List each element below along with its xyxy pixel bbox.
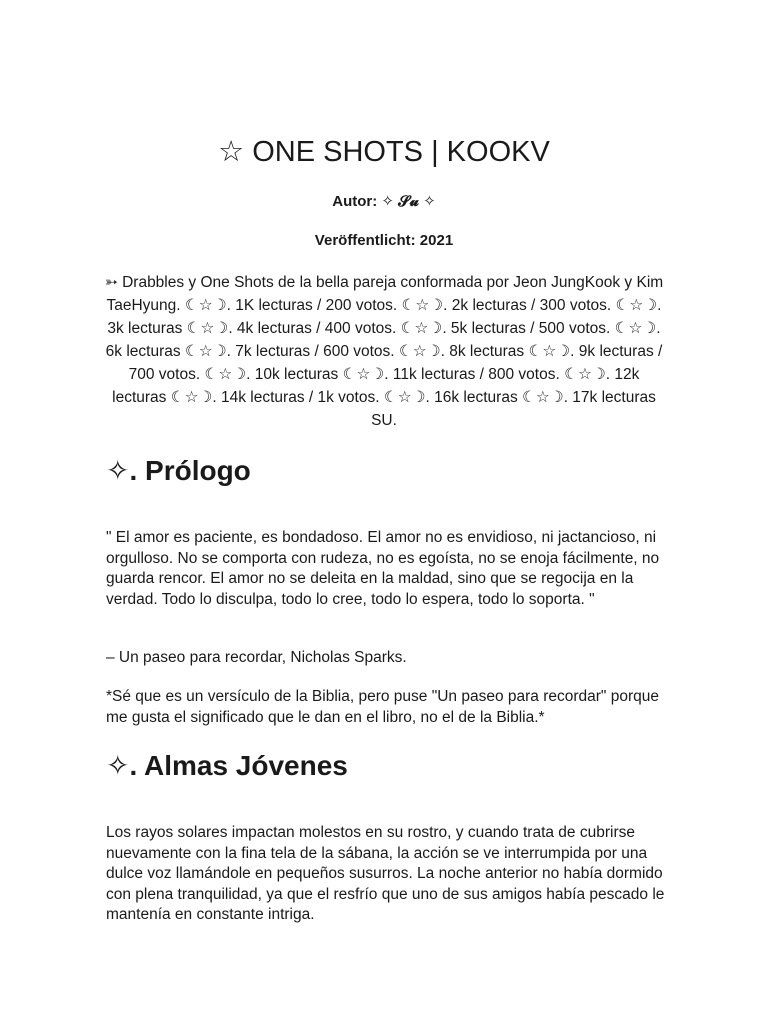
author-line: Autor: ✧ 𝓢𝓾 ✧ <box>332 193 436 210</box>
published-line: Veröffentlicht: 2021 <box>314 232 454 249</box>
section-heading-prologo: ✧. Prólogo <box>106 455 251 486</box>
document-title: ☆ ONE SHOTS | KOOKV <box>218 136 550 168</box>
prologo-attribution: – Un paseo para recordar, Nicholas Sparks. <box>106 649 407 666</box>
summary-paragraph: ➳ Drabbles y One Shots de la bella pareja conformada por Jeon JungKook y Kim TaeHyung. ☾☆☽. 1K lecturas / 200 votos. ☾☆☽. 2k lecturas / 300 votos. ☾☆☽. 3k lecturas ☾☆☽. 4k lecturas / 400 votos. ☾☆☽. 5k lecturas / 500 votos. ☾☆☽. 6k lecturas ☾☆☽. 7k lecturas / 600 votos. ☾☆☽. 8k lecturas ☾☆☽. 9k lecturas / 700 votos. ☾☆☽. 10k lecturas ☾☆☽. 11k lecturas / 800 votos. ☾☆☽. 12k lecturas ☾☆☽. 14k lecturas / 1k votos. ☾☆☽. 16k lecturas ☾☆☽. 17k lecturas SU. <box>104 274 664 429</box>
prologo-note: *Sé que es un versículo de la Biblia, pero puse "Un paseo para recordar" porque me gusta el significado que le dan en el libro, no el de la Biblia.* <box>106 688 659 726</box>
almas-jovenes-paragraph: Los rayos solares impactan molestos en su rostro, y cuando trata de cubrirse nuevamente con la fina tela de la sábana, la acción se ve interrumpida por una dulce voz llamándole en pequeños susurros. La noche anterior no había dormido con plena tranquilidad, ya que el resfrío que uno de sus amigos había pescado le mantenía en constante intriga. <box>106 824 665 923</box>
section-heading-almas-jovenes: ✧. Almas Jóvenes <box>106 750 348 781</box>
prologo-quote-paragraph: " El amor es paciente, es bondadoso. El amor no es envidioso, ni jactancioso, ni orgulloso. No se comporta con rudeza, no es egoísta, no se enoja fácilmente, no guarda rencor. El amor no se deleita en la maldad, sino que se regocija en la verdad. Todo lo disculpa, todo lo cree, todo lo espera, todo lo soporta. " <box>106 529 660 608</box>
